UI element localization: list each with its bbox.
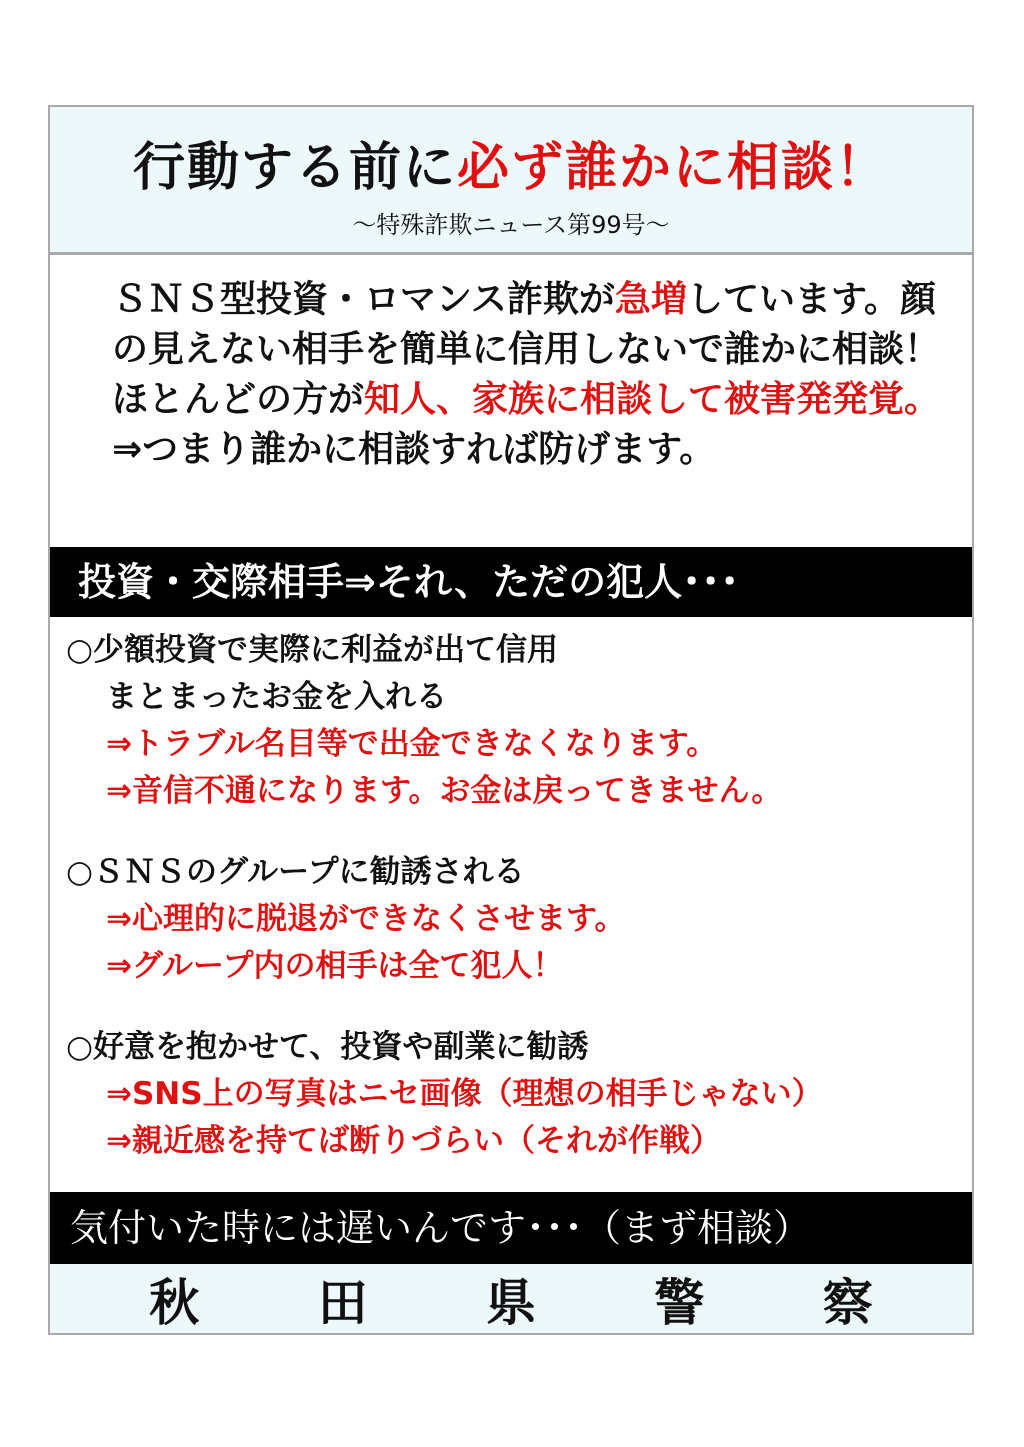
flyer xyxy=(48,105,974,1335)
intro-paragraph-1 xyxy=(74,275,958,375)
point-warning: ⇒トラブル名目等で出金できなくなります。 xyxy=(106,726,718,762)
header xyxy=(50,107,972,255)
warning-points xyxy=(66,627,962,1199)
intro-text xyxy=(74,275,958,475)
intro-p2-red: 知人、家族に相談して被害発発覚。 xyxy=(364,379,941,420)
intro-p2-a: ほとんどの方が xyxy=(112,379,365,420)
point-line: ○少額投資で実際に利益が出て信用 xyxy=(66,632,559,668)
intro-p1-red: 急増 xyxy=(614,279,687,320)
intro-p1-a: ＳＮＳ型投資・ロマンス詐欺が xyxy=(112,279,615,320)
intro-p1-b: しています。顔の見えない相手を簡単に信用しないで誰かに相談！ xyxy=(112,279,941,370)
intro-paragraph-2 xyxy=(74,375,958,475)
footer-char: 田 xyxy=(317,1272,368,1332)
footer-char: 察 xyxy=(822,1272,873,1332)
page-title xyxy=(50,125,972,200)
footer-char: 秋 xyxy=(149,1272,200,1332)
intro-p2-b: ⇒つまり誰かに相談すれば防げます。 xyxy=(112,429,716,470)
point-warning: ⇒グループ内の相手は全て犯人！ xyxy=(106,948,564,984)
closing-band: 気付いた時には遅いんです･･･（まず相談） xyxy=(50,1192,972,1264)
point-warning: ⇒SNS上の写真はニセ画像（理想の相手じゃない） xyxy=(106,1076,823,1112)
point-warning: ⇒心理的に脱退ができなくさせます。 xyxy=(106,901,626,937)
point-item xyxy=(66,849,962,990)
point-line: ○好意を抱かせて、投資や副業に勧誘 xyxy=(66,1029,589,1065)
section-heading-band: 投資・交際相手⇒それ、ただの犯人･･･ xyxy=(50,547,972,617)
page-subtitle: ～特殊詐欺ニュース第99号～ xyxy=(352,211,670,239)
point-line: ○ＳＮＳのグループに勧誘される xyxy=(66,854,525,890)
point-item xyxy=(66,627,962,815)
title-black: 行動する前に xyxy=(132,138,457,198)
footer-char: 県 xyxy=(485,1272,536,1332)
title-red: 必ず誰かに相談！ xyxy=(457,138,890,198)
point-item xyxy=(66,1024,962,1165)
point-line: まとまったお金を入れる xyxy=(106,679,447,715)
point-warning: ⇒音信不通になります。お金は戻ってきません。 xyxy=(106,773,783,809)
issuer-footer xyxy=(50,1264,972,1333)
footer-char: 警 xyxy=(654,1272,705,1332)
point-warning: ⇒親近感を持てば断りづらい（それが作戦） xyxy=(106,1123,721,1159)
